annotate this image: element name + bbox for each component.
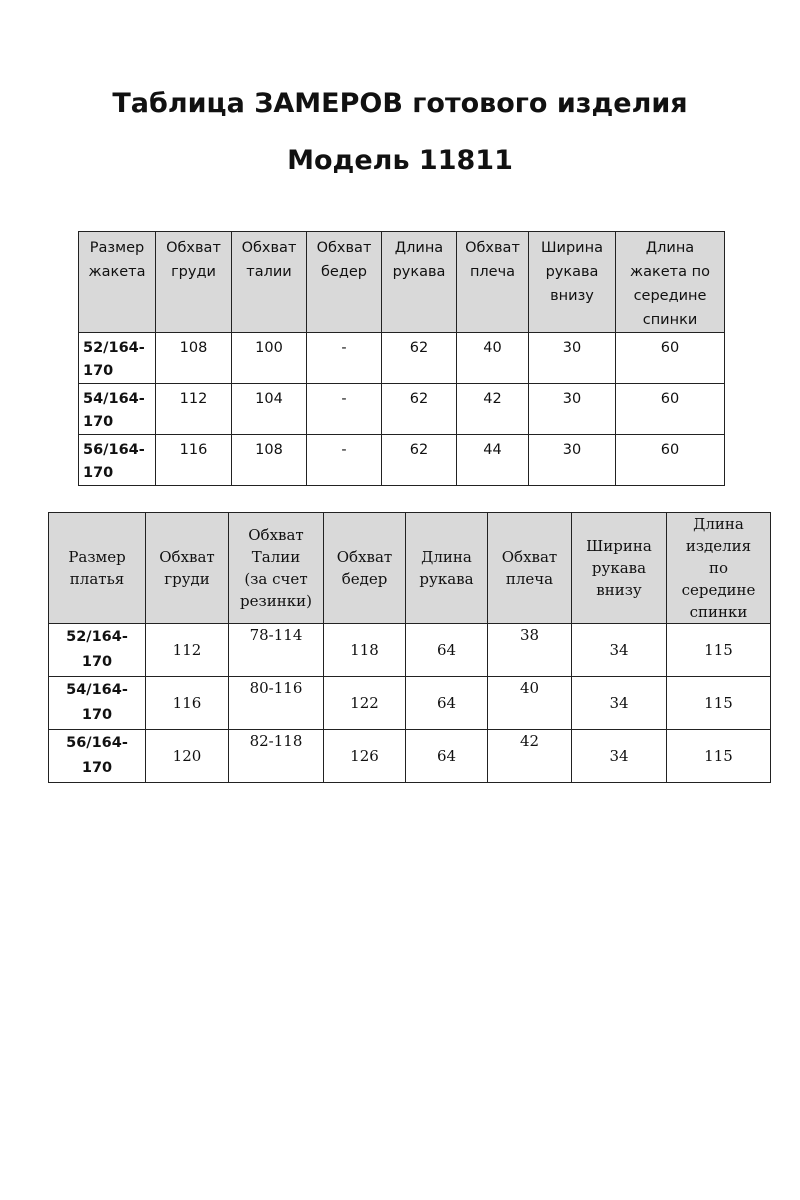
jacket-cell: 42 — [457, 384, 529, 435]
jacket-cell: 62 — [382, 333, 457, 384]
dress-cell: 34 — [572, 624, 667, 677]
dress-header-cell: Длина изделия по середине спинки — [667, 513, 771, 624]
dress-header-cell: Ширина рукава внизу — [572, 513, 667, 624]
jacket-cell: 100 — [232, 333, 307, 384]
dress-size-cell: 56/164- 170 — [49, 730, 146, 783]
jacket-header-cell: Размер жакета — [79, 232, 156, 333]
dress-cell: 82-118 — [229, 730, 324, 783]
dress-cell: 34 — [572, 677, 667, 730]
jacket-cell: 60 — [616, 333, 725, 384]
dress-table-row — [49, 730, 771, 783]
jacket-cell: 60 — [616, 384, 725, 435]
jacket-table-row — [79, 333, 725, 384]
jacket-header-cell: Длина жакета по середине спинки — [616, 232, 725, 333]
jacket-cell: - — [307, 333, 382, 384]
jacket-cell: 30 — [529, 384, 616, 435]
dress-measurements-table — [48, 512, 771, 783]
dress-size-cell: 54/164- 170 — [49, 677, 146, 730]
dress-size-cell: 52/164- 170 — [49, 624, 146, 677]
jacket-cell: 116 — [156, 435, 232, 486]
dress-cell: 40 — [488, 677, 572, 730]
jacket-size-cell: 54/164- 170 — [79, 384, 156, 435]
document-title: Таблица ЗАМЕРОВ готового изделия — [112, 88, 688, 119]
dress-cell: 115 — [667, 624, 771, 677]
dress-table-row — [49, 677, 771, 730]
dress-header-cell: Длина рукава — [406, 513, 488, 624]
jacket-cell: 44 — [457, 435, 529, 486]
jacket-cell: - — [307, 384, 382, 435]
jacket-cell: - — [307, 435, 382, 486]
dress-cell: 122 — [324, 677, 406, 730]
dress-cell: 115 — [667, 730, 771, 783]
jacket-header-cell: Обхват плеча — [457, 232, 529, 333]
dress-cell: 38 — [488, 624, 572, 677]
dress-header-cell: Обхват плеча — [488, 513, 572, 624]
jacket-cell: 30 — [529, 333, 616, 384]
jacket-cell: 40 — [457, 333, 529, 384]
jacket-header-cell: Обхват груди — [156, 232, 232, 333]
dress-cell: 118 — [324, 624, 406, 677]
jacket-measurements-table — [78, 231, 725, 486]
dress-cell: 64 — [406, 624, 488, 677]
jacket-cell: 30 — [529, 435, 616, 486]
jacket-header-cell: Обхват талии — [232, 232, 307, 333]
dress-header-cell: Размер платья — [49, 513, 146, 624]
dress-table-row — [49, 624, 771, 677]
jacket-size-cell: 52/164- 170 — [79, 333, 156, 384]
jacket-header-cell: Ширина рукава внизу — [529, 232, 616, 333]
jacket-cell: 108 — [156, 333, 232, 384]
jacket-header-row — [79, 232, 725, 333]
dress-header-cell: Обхват Талии (за счет резинки) — [229, 513, 324, 624]
dress-cell: 112 — [146, 624, 229, 677]
jacket-cell: 108 — [232, 435, 307, 486]
dress-cell: 80-116 — [229, 677, 324, 730]
dress-header-cell: Обхват бедер — [324, 513, 406, 624]
dress-cell: 115 — [667, 677, 771, 730]
jacket-table-row — [79, 384, 725, 435]
jacket-table-row — [79, 435, 725, 486]
dress-cell: 34 — [572, 730, 667, 783]
jacket-cell: 60 — [616, 435, 725, 486]
jacket-header-cell: Длина рукава — [382, 232, 457, 333]
jacket-cell: 62 — [382, 435, 457, 486]
model-title: Модель 11811 — [287, 145, 513, 176]
dress-cell: 42 — [488, 730, 572, 783]
dress-cell: 126 — [324, 730, 406, 783]
jacket-cell: 104 — [232, 384, 307, 435]
dress-cell: 64 — [406, 730, 488, 783]
dress-cell: 120 — [146, 730, 229, 783]
dress-header-row — [49, 513, 771, 624]
dress-cell: 78-114 — [229, 624, 324, 677]
jacket-header-cell: Обхват бедер — [307, 232, 382, 333]
jacket-cell: 112 — [156, 384, 232, 435]
jacket-cell: 62 — [382, 384, 457, 435]
dress-header-cell: Обхват груди — [146, 513, 229, 624]
dress-cell: 64 — [406, 677, 488, 730]
jacket-size-cell: 56/164- 170 — [79, 435, 156, 486]
dress-cell: 116 — [146, 677, 229, 730]
